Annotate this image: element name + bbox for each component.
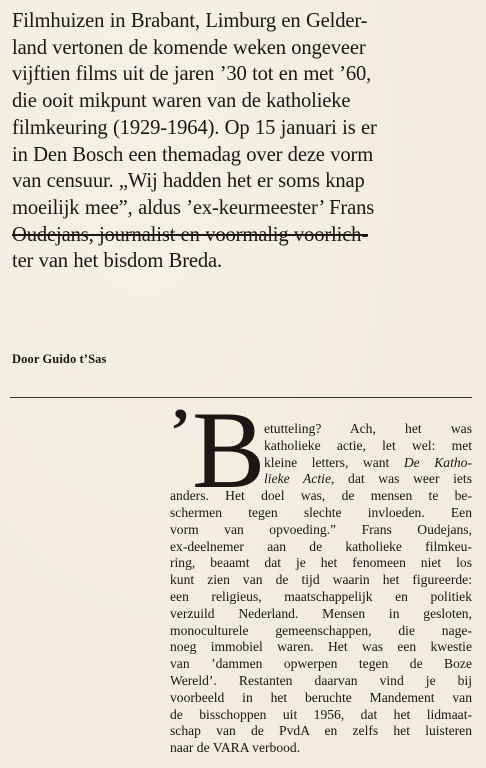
article-line: Wereld’. Restanten daarvan vind je bij xyxy=(170,672,472,688)
article-line: naar de VARA verbood. xyxy=(170,740,301,756)
article-line: lieke Actie, dat was weer iets xyxy=(264,471,473,487)
intro-line: filmkeuring (1929-1964). Op 15 januari is er xyxy=(12,116,377,139)
byline: Door Guido t’Sas xyxy=(12,352,107,366)
article-line: voorbeeld in het beruchte Mandement van xyxy=(170,689,472,705)
article-line: etutteling? Ach, het was xyxy=(264,421,472,436)
intro-line: Oudejans, journalist en voormalig voorlich- xyxy=(12,223,369,246)
intro-line: die ooit mikpunt waren van de katholieke xyxy=(12,90,351,113)
intro-line: in Den Bosch een themadag over deze vorm xyxy=(12,143,374,166)
drop-cap-letter: B xyxy=(192,389,266,511)
intro-paragraph xyxy=(12,8,472,275)
article-line: verzuild Nederland. Mensen in gesloten, xyxy=(170,605,472,621)
article-body xyxy=(170,421,472,757)
article-line: kunt zien van de tijd waarin het figureerde: xyxy=(170,572,472,588)
article-line: ring, beaamt dat je het fenomeen niet los xyxy=(170,555,472,571)
drop-cap-apostrophe: ’ xyxy=(170,397,191,465)
intro-line: moeilijk mee”, aldus ’ex-keurmeester’ Frans xyxy=(12,196,375,219)
intro-line: ter van het bisdom Breda. xyxy=(12,250,223,273)
intro-line: vijftien films uit de jaren ’30 tot en met ’60, xyxy=(12,63,372,86)
italic-organisation-name: De Katho- xyxy=(403,454,473,470)
article-line: een religieus, maatschappelijk en politiek xyxy=(170,588,472,604)
article-line: kleine letters, want De Katho- xyxy=(264,454,473,470)
article-line: schap van de PvdA en zelfs het luisteren xyxy=(170,723,472,739)
article-line: van ’dammen opwerpen tegen de Boze xyxy=(170,656,472,672)
article-line: de bisschoppen uit 1956, dat het lidmaat- xyxy=(170,706,472,722)
article-line: vorm van opvoeding.” Frans Oudejans, xyxy=(170,521,472,537)
article-line: noeg immobiel waren. Het was een kwestie xyxy=(170,639,472,655)
intro-line: Filmhuizen in Brabant, Limburg en Gelder- xyxy=(12,10,368,32)
italic-organisation-name: lieke Actie xyxy=(264,471,331,487)
article-line: monoculturele gemeenschappen, die nage- xyxy=(170,622,472,638)
article-line: katholieke actie, let wel: met xyxy=(264,437,472,453)
article-line: anders. Het doel was, de mensen te be- xyxy=(170,488,472,504)
intro-line: van censuur. „Wij hadden het er soms knap xyxy=(12,170,365,193)
intro-line: land vertonen de komende weken ongeveer xyxy=(12,36,366,59)
article-line: ex-deelnemer aan de katholieke filmkeu- xyxy=(170,538,472,554)
article-line: schermen tegen slechte invloeden. Een xyxy=(170,504,472,520)
